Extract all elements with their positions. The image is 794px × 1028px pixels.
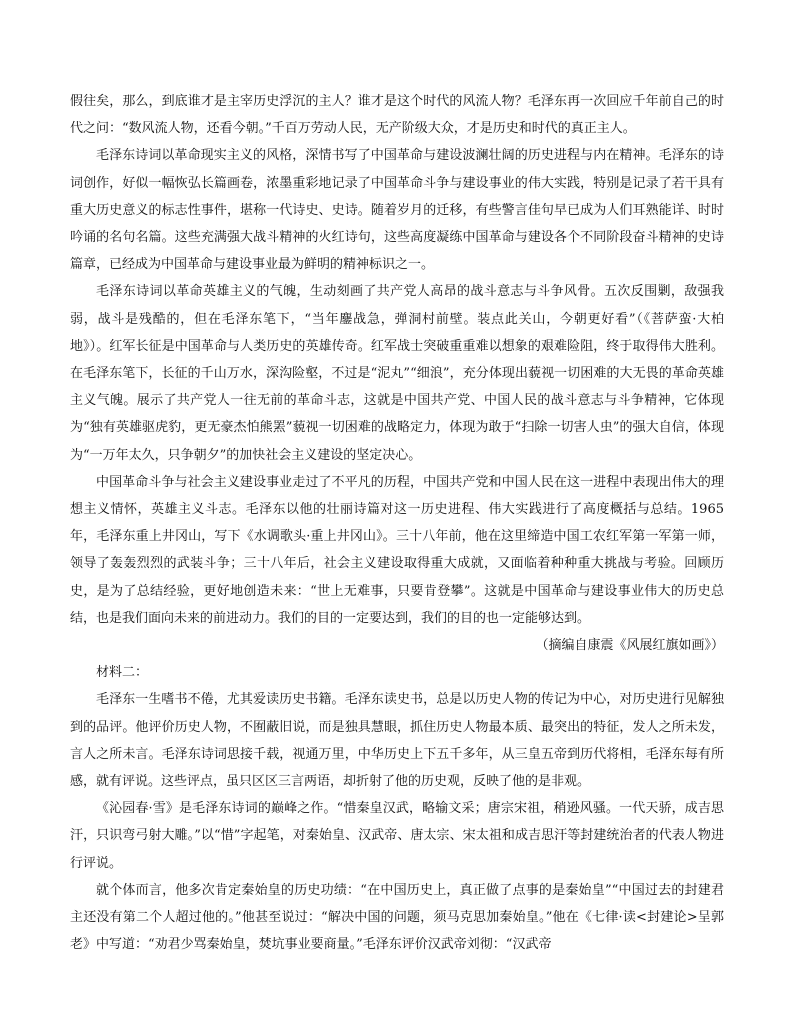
paragraph-2: 毛泽东诗词以革命现实主义的风格，深情书写了中国革命与建设波澜壮阔的历史进程与内在精神。毛泽东的诗词创作，好似一幅恢弘长篇画卷，浓墨重彩地记录了中国革命斗争与建设事业的伟大实践，特别是记录了若干具有重大历史意义的标志性事件，堪称一代诗史、史诗。随着岁月的迁移，有些警言佳句早已成为人们耳熟能详、时时吟诵的名句名篇。这些充满强大战斗精神的火红诗句，这些高度凝练中国革命与建设各个不同阶段奋斗精神的史诗篇章，已经成为中国革命与建设事业最为鲜明的精神标识之一。 bbox=[70, 148, 724, 273]
paragraph-7: 就个体而言，他多次肯定秦始皇的历史功绩：“在中国历史上，真正做了点事的是秦始皇”“中国过去的封建君主还没有第二个人超过他的。”他甚至说过：“解决中国的问题，须马克思加秦始皇。”他在《七律·读<封建论>呈郭老》中写道：“劝君少骂秦始皇，焚坑事业要商量。”毛泽东评价汉武帝刘彻：“汉武帝 bbox=[70, 882, 724, 953]
paragraph-1: 假往矣，那么，到底谁才是主宰历史浮沉的主人？谁才是这个时代的风流人物？毛泽东再一次回应千年前自己的时代之问：“数风流人物，还看今朝。”千百万劳动人民，无产阶级大众，才是历史和时代的真正主人。 bbox=[70, 94, 724, 137]
paragraph-3: 毛泽东诗词以革命英雄主义的气魄，生动刻画了共产党人高昂的战斗意志与斗争风骨。五次反围剿，敌强我弱，战斗是残酷的，但在毛泽东笔下，“当年鏖战急，弹洞村前壁。装点此关山，今朝更好看”（《菩萨蛮·大柏地》）。红军长征是中国革命与人类历史的英雄传奇。红军战士突破重重难以想象的艰难险阻，终于取得伟大胜利。在毛泽东笔下，长征的千山万水，深沟险壑，不过是“泥丸”“细浪”，充分体现出藐视一切困难的大无畏的革命英雄主义气魄。展示了共产党人一往无前的革命斗志，这就是中国共产党、中国人民的战斗意志与斗争精神，它体现为“独有英雄驱虎豹，更无豪杰怕熊罴”藐视一切困难的战略定力，体现为敢于“扫除一切害人虫”的强大自信，体现为“一万年太久，只争朝夕”的加快社会主义建设的坚定决心。 bbox=[70, 284, 724, 463]
source-citation: （摘编自康震《风展红旗如画》） bbox=[535, 638, 724, 654]
paragraph-6: 《沁园春·雪》是毛泽东诗词的巅峰之作。“惜秦皇汉武，略输文采；唐宗宋祖，稍逊风骚。一代天骄，成吉思汗，只识弯弓射大雕。”以“惜”字起笔，对秦始皇、汉武帝、唐太宗、宋太祖和成吉思汗等封建统治者的代表人物进行评说。 bbox=[70, 801, 724, 871]
paragraph-5: 毛泽东一生嗜书不倦，尤其爱读历史书籍。毛泽东读史书，总是以历史人物的传记为中心，对历史进行见解独到的品评。他评价历史人物，不囿蔽旧说，而是独具慧眼，抓住历史人物最本质、最突出的特征，发人之所未发，言人之所未言。毛泽东诗词思接千载，视通万里，中华历史上下五千多年，从三皇五帝到历代将相，毛泽东每有所感，就有评说。这些评点，虽只区区三言两语，却折射了他的历史观，反映了他的是非观。 bbox=[70, 692, 724, 790]
material-two-heading: 材料二： bbox=[96, 665, 149, 681]
paragraph-4: 中国革命斗争与社会主义建设事业走过了不平凡的历程，中国共产党和中国人民在这一进程中表现出伟大的理想主义情怀，英雄主义斗志。毛泽东以他的壮丽诗篇对这一历史进程、伟大实践进行了高度概括与总结。1965 年，毛泽东重上井冈山，写下《水调歌头·重上井冈山》。三十八年前，他在这里缔造中国工农红军第一军第一师，领导了轰轰烈烈的武装斗争；三十八年后，社会主义建设取得重大成就，又面临着种种重大挑战与考验。回顾历史，是为了总结经验，更好地创造未来：“世上无难事，只要肯登攀”。这就是中国革命与建设事业伟大的历史总结，也是我们面向未来的前进动力。我们的目的一定要达到，我们的目的也一定能够达到。 bbox=[70, 474, 724, 626]
